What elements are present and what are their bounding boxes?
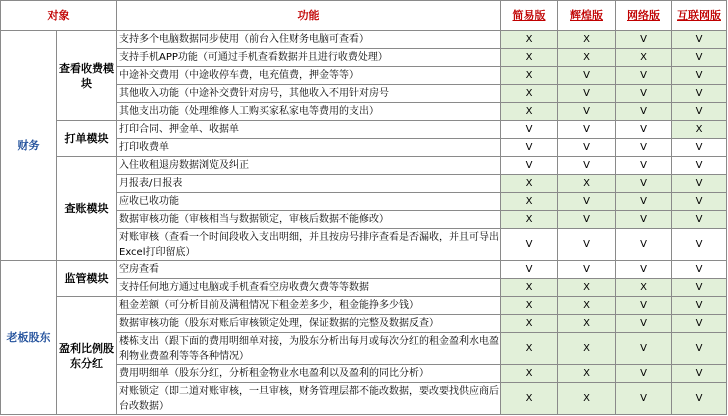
module-cell: 监管模块 — [57, 261, 117, 297]
availability-mark: V — [616, 365, 672, 383]
availability-mark: V — [616, 103, 672, 121]
availability-mark: V — [558, 85, 616, 103]
availability-mark: X — [558, 383, 616, 415]
function-cell: 数据审核功能（审核相当与数据锁定，审核后数据不能修改） — [117, 211, 501, 229]
availability-mark: V — [616, 175, 672, 193]
header-version-network: 网络版 — [616, 1, 672, 31]
availability-mark: X — [558, 315, 616, 333]
availability-mark: V — [616, 193, 672, 211]
availability-mark: X — [501, 365, 558, 383]
availability-mark: V — [672, 85, 727, 103]
availability-mark: V — [558, 211, 616, 229]
function-cell: 打印收费单 — [117, 139, 501, 157]
header-function: 功能 — [117, 1, 501, 31]
availability-mark: V — [672, 103, 727, 121]
availability-mark: V — [672, 193, 727, 211]
availability-mark: V — [616, 211, 672, 229]
availability-mark: X — [501, 31, 558, 49]
availability-mark: X — [558, 297, 616, 315]
header-object: 对象 — [1, 1, 117, 31]
function-cell: 入住收租退房数据浏览及纠正 — [117, 157, 501, 175]
availability-mark: V — [616, 315, 672, 333]
function-cell: 其他收入功能（中途补交费针对房号，其他收入不用针对房号 — [117, 85, 501, 103]
availability-mark: X — [501, 103, 558, 121]
availability-mark: X — [616, 279, 672, 297]
availability-mark: X — [501, 175, 558, 193]
availability-mark: V — [672, 333, 727, 365]
availability-mark: X — [558, 365, 616, 383]
availability-mark: V — [672, 211, 727, 229]
module-cell: 打单模块 — [57, 121, 117, 157]
availability-mark: X — [672, 121, 727, 139]
module-cell: 查看收费模块 — [57, 31, 117, 121]
availability-mark: V — [558, 229, 616, 261]
availability-mark: V — [616, 157, 672, 175]
function-cell: 数据审核功能（股东对账后审核锁定处理，保证数据的完整及数据反查） — [117, 315, 501, 333]
availability-mark: V — [672, 67, 727, 85]
availability-mark: V — [672, 157, 727, 175]
availability-mark: X — [616, 49, 672, 67]
table-row — [1, 297, 727, 315]
table-row — [1, 121, 727, 139]
function-cell: 支持任何地方通过电脑或手机查看空房收费欠费等等数据 — [117, 279, 501, 297]
availability-mark: X — [501, 211, 558, 229]
availability-mark: V — [558, 121, 616, 139]
availability-mark: V — [616, 67, 672, 85]
function-cell: 打印合同、押金单、收据单 — [117, 121, 501, 139]
availability-mark: X — [501, 333, 558, 365]
availability-mark: V — [558, 103, 616, 121]
availability-mark: X — [558, 279, 616, 297]
function-cell: 楼栋支出（跟下面的费用明细单对接，为股东分析出每月或每次分红的租金盈利水电盈利物业费盈利等等各种情况） — [117, 333, 501, 365]
availability-mark: V — [672, 229, 727, 261]
availability-mark: X — [501, 85, 558, 103]
function-cell: 租金差额（可分析目前及满租情况下租金差多少，租金能挣多少钱） — [117, 297, 501, 315]
availability-mark: V — [616, 297, 672, 315]
availability-mark: X — [558, 49, 616, 67]
function-cell: 应收已收功能 — [117, 193, 501, 211]
function-cell: 中途补交费用（中途收停车费，电充值费，押金等等） — [117, 67, 501, 85]
availability-mark: X — [501, 279, 558, 297]
header-version-internet: 互联网版 — [672, 1, 727, 31]
availability-mark: V — [616, 31, 672, 49]
availability-mark: V — [558, 139, 616, 157]
availability-mark: V — [616, 85, 672, 103]
header-version-brilliant: 辉煌版 — [558, 1, 616, 31]
availability-mark: X — [558, 31, 616, 49]
availability-mark: V — [672, 315, 727, 333]
availability-mark: V — [672, 175, 727, 193]
availability-mark: V — [558, 157, 616, 175]
availability-mark: V — [616, 229, 672, 261]
availability-mark: V — [616, 121, 672, 139]
header-row — [1, 1, 727, 31]
availability-mark: V — [672, 365, 727, 383]
availability-mark: X — [501, 383, 558, 415]
availability-mark: V — [501, 157, 558, 175]
availability-mark: V — [501, 121, 558, 139]
function-cell: 对账锁定（即二道对账审核，一旦审核，财务管理层都不能改数据，要改要找供应商后台改数据） — [117, 383, 501, 415]
availability-mark: X — [558, 175, 616, 193]
availability-mark: V — [501, 229, 558, 261]
availability-mark: V — [672, 261, 727, 279]
availability-mark: V — [672, 383, 727, 415]
availability-mark: X — [501, 67, 558, 85]
availability-mark: V — [672, 279, 727, 297]
availability-mark: V — [616, 333, 672, 365]
availability-mark: V — [558, 193, 616, 211]
availability-mark: V — [501, 261, 558, 279]
availability-mark: V — [501, 139, 558, 157]
availability-mark: X — [558, 333, 616, 365]
availability-mark: X — [501, 297, 558, 315]
category-cell: 老板股东 — [1, 261, 57, 415]
table-row — [1, 31, 727, 49]
table-row — [1, 157, 727, 175]
availability-mark: X — [501, 49, 558, 67]
module-cell: 盈利比例股东分红 — [57, 297, 117, 415]
function-cell: 费用明细单（股东分红，分析租金物业水电盈利以及盈利的同比分析） — [117, 365, 501, 383]
availability-mark: V — [616, 261, 672, 279]
category-cell: 财务 — [1, 31, 57, 261]
function-cell: 支持多个电脑数据同步使用（前台入住财务电脑可查看） — [117, 31, 501, 49]
availability-mark: X — [501, 193, 558, 211]
table-row — [1, 261, 727, 279]
function-cell: 其他支出功能（处理维修人工购买家私家电等费用的支出） — [117, 103, 501, 121]
function-cell: 对账审核（查看一个时间段收入支出明细，并且按房号排序查看是否漏收，并且可导出Excel打印留底） — [117, 229, 501, 261]
availability-mark: X — [501, 315, 558, 333]
availability-mark: V — [616, 383, 672, 415]
availability-mark: V — [558, 67, 616, 85]
availability-mark: V — [616, 139, 672, 157]
availability-mark: V — [672, 297, 727, 315]
function-cell: 支持手机APP功能（可通过手机查看数据并且进行收费处理） — [117, 49, 501, 67]
function-cell: 月报表/日报表 — [117, 175, 501, 193]
availability-mark: V — [672, 31, 727, 49]
header-version-simple: 简易版 — [501, 1, 558, 31]
availability-mark: V — [558, 261, 616, 279]
availability-mark: V — [672, 49, 727, 67]
module-cell: 查账模块 — [57, 157, 117, 261]
function-cell: 空房查看 — [117, 261, 501, 279]
availability-mark: V — [672, 139, 727, 157]
